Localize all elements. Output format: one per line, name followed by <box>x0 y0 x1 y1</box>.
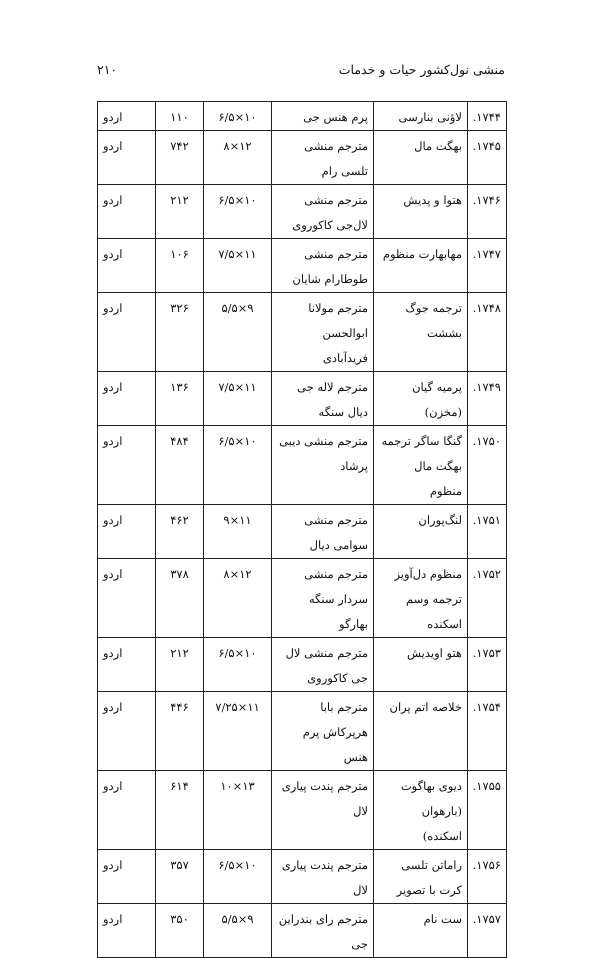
page-count: ۲۱۲ <box>156 638 204 692</box>
page-count: ۱۰۶ <box>156 239 204 293</box>
book-author: مترجم منشی لال‌جی کاکوروی <box>272 185 374 239</box>
entry-number: ۱۷۵۵. <box>468 771 507 850</box>
book-size: ۱۰×۶/۵ <box>204 426 272 505</box>
book-language: اردو <box>98 638 156 692</box>
book-language: اردو <box>98 505 156 559</box>
page-count: ۴۸۴ <box>156 426 204 505</box>
table-row <box>98 638 507 692</box>
page-count: ۳۵۷ <box>156 850 204 904</box>
table-row <box>98 559 507 638</box>
book-size: ۱۰×۶/۵ <box>204 850 272 904</box>
table-row <box>98 771 507 850</box>
book-title: راماتن تلسی کرت با تصویر <box>374 850 468 904</box>
book-title: ترجمه جوگ بششت <box>374 293 468 372</box>
book-title: مهابهارت منظوم <box>374 239 468 293</box>
book-size: ۱۱×۷/۵ <box>204 239 272 293</box>
entry-number: ۱۷۵۲. <box>468 559 507 638</box>
table-row <box>98 293 507 372</box>
book-author: مترجم منشی دیبی پرشاد <box>272 426 374 505</box>
page-count: ۱۱۰ <box>156 102 204 131</box>
book-title: پرمیه گیان (مخزن) <box>374 372 468 426</box>
page-count: ۳۷۸ <box>156 559 204 638</box>
book-size: ۱۰×۶/۵ <box>204 638 272 692</box>
book-language: اردو <box>98 185 156 239</box>
book-size: ۱۲×۸ <box>204 131 272 185</box>
book-title: ست نام <box>374 904 468 958</box>
catalog-body <box>98 102 507 958</box>
entry-number: ۱۷۴۹. <box>468 372 507 426</box>
entry-number: ۱۷۴۶. <box>468 185 507 239</box>
book-language: اردو <box>98 559 156 638</box>
book-language: اردو <box>98 131 156 185</box>
book-size: ۱۱×۷/۲۵ <box>204 692 272 771</box>
book-title: هتو اویدیش <box>374 638 468 692</box>
table-row <box>98 185 507 239</box>
page-count: ۲۱۲ <box>156 185 204 239</box>
book-size: ۱۳×۱۰ <box>204 771 272 850</box>
book-author: مترجم پندت پیاری لال <box>272 771 374 850</box>
table-row <box>98 239 507 293</box>
book-title: منظوم دل‌آویز ترجمه وسم اسکنده <box>374 559 468 638</box>
book-language: اردو <box>98 771 156 850</box>
book-language: اردو <box>98 239 156 293</box>
running-title: منشی نول‌کشور حیات و خدمات <box>338 62 505 77</box>
table-row <box>98 131 507 185</box>
book-language: اردو <box>98 102 156 131</box>
entry-number: ۱۷۵۷. <box>468 904 507 958</box>
page-header <box>97 62 505 84</box>
page-count: ۳۵۰ <box>156 904 204 958</box>
book-size: ۱۱×۷/۵ <box>204 372 272 426</box>
book-language: اردو <box>98 904 156 958</box>
page-number: ۲۱۰ <box>97 62 118 77</box>
book-author: مترجم رای بندراین جی <box>272 904 374 958</box>
book-size: ۱۰×۶/۵ <box>204 102 272 131</box>
page-count: ۴۶۲ <box>156 505 204 559</box>
book-size: ۱۲×۸ <box>204 559 272 638</box>
entry-number: ۱۷۵۳. <box>468 638 507 692</box>
book-title: هتوا و پدیش <box>374 185 468 239</box>
table-row <box>98 850 507 904</box>
book-size: ۱۰×۶/۵ <box>204 185 272 239</box>
table-row <box>98 102 507 131</box>
book-title: گنگا ساگر ترجمه بهگت مال منظوم <box>374 426 468 505</box>
page-count: ۱۳۶ <box>156 372 204 426</box>
entry-number: ۱۷۴۵. <box>468 131 507 185</box>
page-count: ۶۱۴ <box>156 771 204 850</box>
book-author: پرم هنس جی <box>272 102 374 131</box>
book-size: ۹×۵/۵ <box>204 293 272 372</box>
book-language: اردو <box>98 426 156 505</box>
book-title: دیوی بهاگوت (بارهوان اسکنده) <box>374 771 468 850</box>
book-author: مترجم منشی لال جی کاکوروی <box>272 638 374 692</box>
book-title: بهگت مال <box>374 131 468 185</box>
book-author: مترجم لاله جی دیال سنگه <box>272 372 374 426</box>
book-author: مترجم بابا هرپرکاش پرم هنس <box>272 692 374 771</box>
entry-number: ۱۷۴۷. <box>468 239 507 293</box>
table-row <box>98 692 507 771</box>
book-author: مترجم منشی تلسی رام <box>272 131 374 185</box>
entry-number: ۱۷۴۴. <box>468 102 507 131</box>
book-language: اردو <box>98 372 156 426</box>
book-size: ۱۱×۹ <box>204 505 272 559</box>
entry-number: ۱۷۵۴. <box>468 692 507 771</box>
book-author: مترجم منشی سوامی دیال <box>272 505 374 559</box>
page-count: ۴۴۶ <box>156 692 204 771</box>
table-row <box>98 372 507 426</box>
book-author: مترجم منشی طوطارام شایان <box>272 239 374 293</box>
entry-number: ۱۷۵۱. <box>468 505 507 559</box>
book-title: خلاصه اتم پران <box>374 692 468 771</box>
entry-number: ۱۷۴۸. <box>468 293 507 372</box>
book-author: مترجم پندت پیاری لال <box>272 850 374 904</box>
book-title: لاؤنی بنارسی <box>374 102 468 131</box>
book-author: مترجم منشی سردار سنگه بهارگو <box>272 559 374 638</box>
book-title: لنگ‌پوران <box>374 505 468 559</box>
page-count: ۳۲۶ <box>156 293 204 372</box>
page-count: ۷۴۲ <box>156 131 204 185</box>
table-row <box>98 426 507 505</box>
table-row <box>98 505 507 559</box>
book-size: ۹×۵/۵ <box>204 904 272 958</box>
book-language: اردو <box>98 850 156 904</box>
book-author: مترجم مولانا ابوالحسن فریدآبادی <box>272 293 374 372</box>
table-row <box>98 904 507 958</box>
catalog-table <box>97 101 507 958</box>
entry-number: ۱۷۵۶. <box>468 850 507 904</box>
entry-number: ۱۷۵۰. <box>468 426 507 505</box>
book-language: اردو <box>98 293 156 372</box>
book-language: اردو <box>98 692 156 771</box>
